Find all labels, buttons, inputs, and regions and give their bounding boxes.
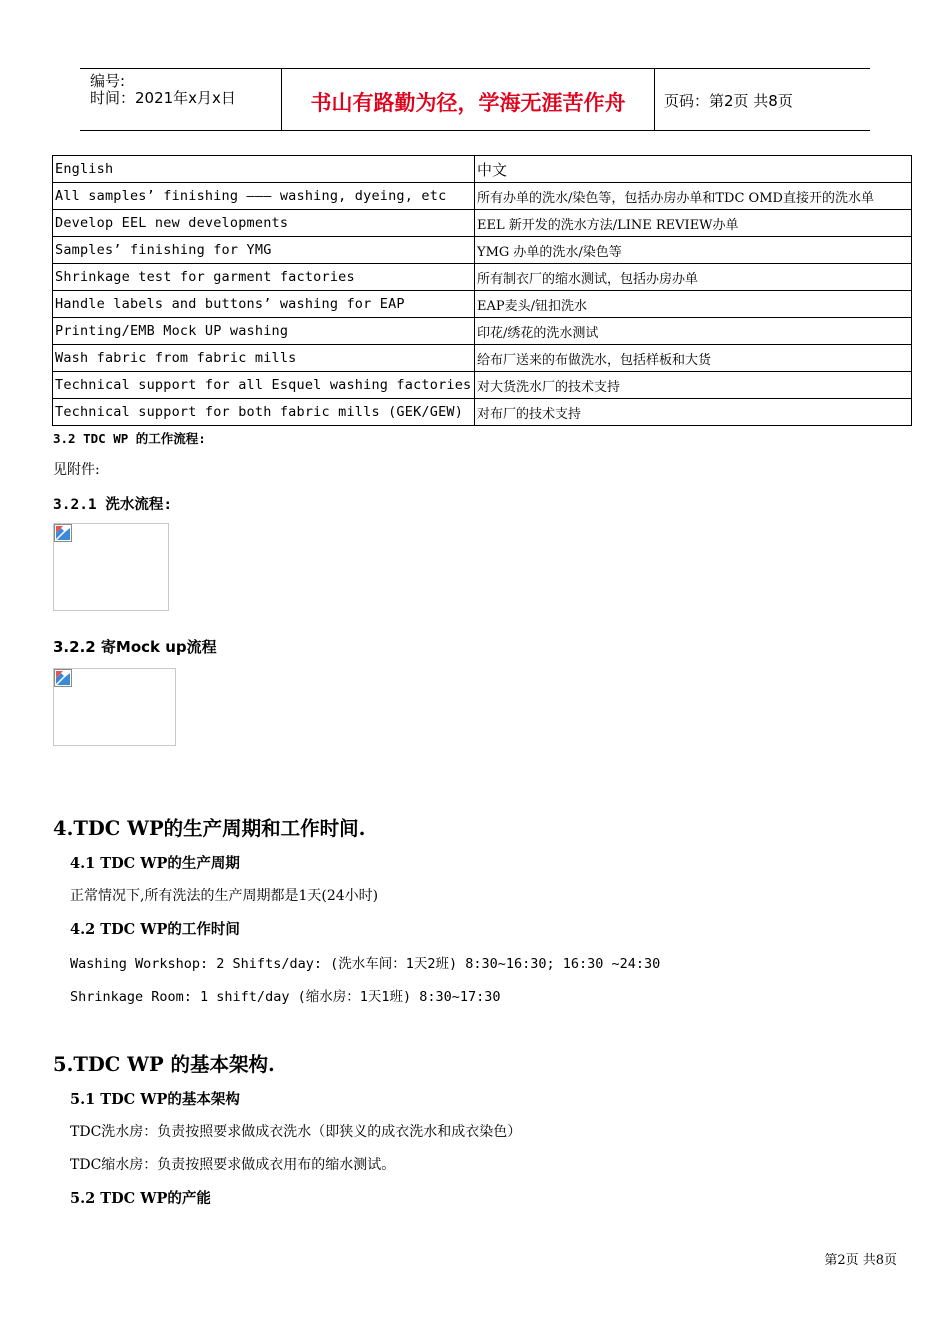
table-row xyxy=(53,399,912,426)
section-5-2-title: 5.2 TDC WP的产能 xyxy=(70,1190,211,1207)
table-header-chinese: 中文 xyxy=(475,156,912,183)
washing-workshop-hours: Washing Workshop: 2 Shifts/day: (洗水车间：1天2班) 8:30~16:30; 16:30 ~24:30 xyxy=(70,956,661,972)
table-cell-chinese: 印花/绣花的洗水测试 xyxy=(475,318,912,345)
table-cell-english: Samples’ finishing for YMG xyxy=(53,237,475,264)
mock-up-flow-image xyxy=(53,668,176,746)
table-cell-chinese: 所有制衣厂的缩水测试，包括办房办单 xyxy=(475,264,912,291)
table-cell-chinese: 所有办单的洗水/染色等，包括办房办单和TDC OMD直接开的洗水单 xyxy=(475,183,912,210)
section-3-2-2-title: 3.2.2 寄Mock up流程 xyxy=(53,638,217,656)
section-5-1-title: 5.1 TDC WP的基本架构 xyxy=(70,1091,240,1108)
table-cell-english: Wash fabric from fabric mills xyxy=(53,345,475,372)
header-page-number: 页码：第2页 共8页 xyxy=(664,92,793,110)
table-header-english: English xyxy=(53,156,475,183)
washing-flow-image xyxy=(53,523,169,611)
table-row xyxy=(53,237,912,264)
broken-image-icon xyxy=(54,669,72,687)
table-cell-english: Handle labels and buttons’ washing for EAP xyxy=(53,291,475,318)
header-info-cell xyxy=(80,69,282,130)
table-cell-english: Printing/EMB Mock UP washing xyxy=(53,318,475,345)
table-cell-chinese: EAP麦头/钮扣洗水 xyxy=(475,291,912,318)
table-row xyxy=(53,318,912,345)
section-5-title: 5.TDC WP 的基本架构. xyxy=(53,1053,275,1076)
page-footer-number: 第2页 共8页 xyxy=(824,1253,897,1268)
section-4-1-text: 正常情况下,所有洗法的生产周期都是1天(24小时) xyxy=(70,888,379,904)
table-cell-english: Shrinkage test for garment factories xyxy=(53,264,475,291)
section-4-title: 4.TDC WP的生产周期和工作时间. xyxy=(53,817,366,840)
section-4-2-title: 4.2 TDC WP的工作时间 xyxy=(70,921,240,938)
table-row xyxy=(53,291,912,318)
header-motto: 书山有路勤为径，学海无涯苦作舟 xyxy=(310,91,626,115)
section-3-2-title: 3.2 TDC WP 的工作流程: xyxy=(53,431,206,446)
table-cell-chinese: YMG 办单的洗水/染色等 xyxy=(475,237,912,264)
table-row xyxy=(53,210,912,237)
table-cell-english: Technical support for both fabric mills (GEK/GEW) xyxy=(53,399,475,426)
table-row xyxy=(53,183,912,210)
page-header xyxy=(80,68,870,131)
header-motto-cell xyxy=(282,69,655,130)
table-cell-english: Technical support for all Esquel washing factories xyxy=(53,372,475,399)
table-cell-english: All samples’ finishing ——— washing, dyeing, etc xyxy=(53,183,475,210)
section-3-2-1-title: 3.2.1 洗水流程: xyxy=(53,497,173,513)
table-row xyxy=(53,372,912,399)
table-row xyxy=(53,345,912,372)
see-attachment-text: 见附件: xyxy=(53,462,100,478)
table-cell-chinese: EEL 新开发的洗水方法/LINE REVIEW办单 xyxy=(475,210,912,237)
table-cell-chinese: 给布厂送来的布做洗水，包括样板和大货 xyxy=(475,345,912,372)
shrinkage-room-hours: Shrinkage Room: 1 shift/day (缩水房：1天1班) 8:30~17:30 xyxy=(70,989,501,1005)
section-4-1-title: 4.1 TDC WP的生产周期 xyxy=(70,855,240,872)
table-cell-english: Develop EEL new developments xyxy=(53,210,475,237)
responsibility-table xyxy=(52,155,912,426)
table-cell-chinese: 对布厂的技术支持 xyxy=(475,399,912,426)
shrinkage-room-duty: TDC缩水房：负责按照要求做成衣用布的缩水测试。 xyxy=(70,1157,396,1173)
table-cell-chinese: 对大货洗水厂的技术支持 xyxy=(475,372,912,399)
document-time-label: 时间：2021年x月x日 xyxy=(90,89,236,107)
broken-image-icon xyxy=(54,524,72,542)
table-header-row xyxy=(53,156,912,183)
header-page-cell xyxy=(655,69,870,130)
document-number-label: 编号: xyxy=(90,72,126,90)
table-row xyxy=(53,264,912,291)
washing-room-duty: TDC洗水房：负责按照要求做成衣洗水（即狭义的成衣洗水和成衣染色） xyxy=(70,1124,522,1140)
